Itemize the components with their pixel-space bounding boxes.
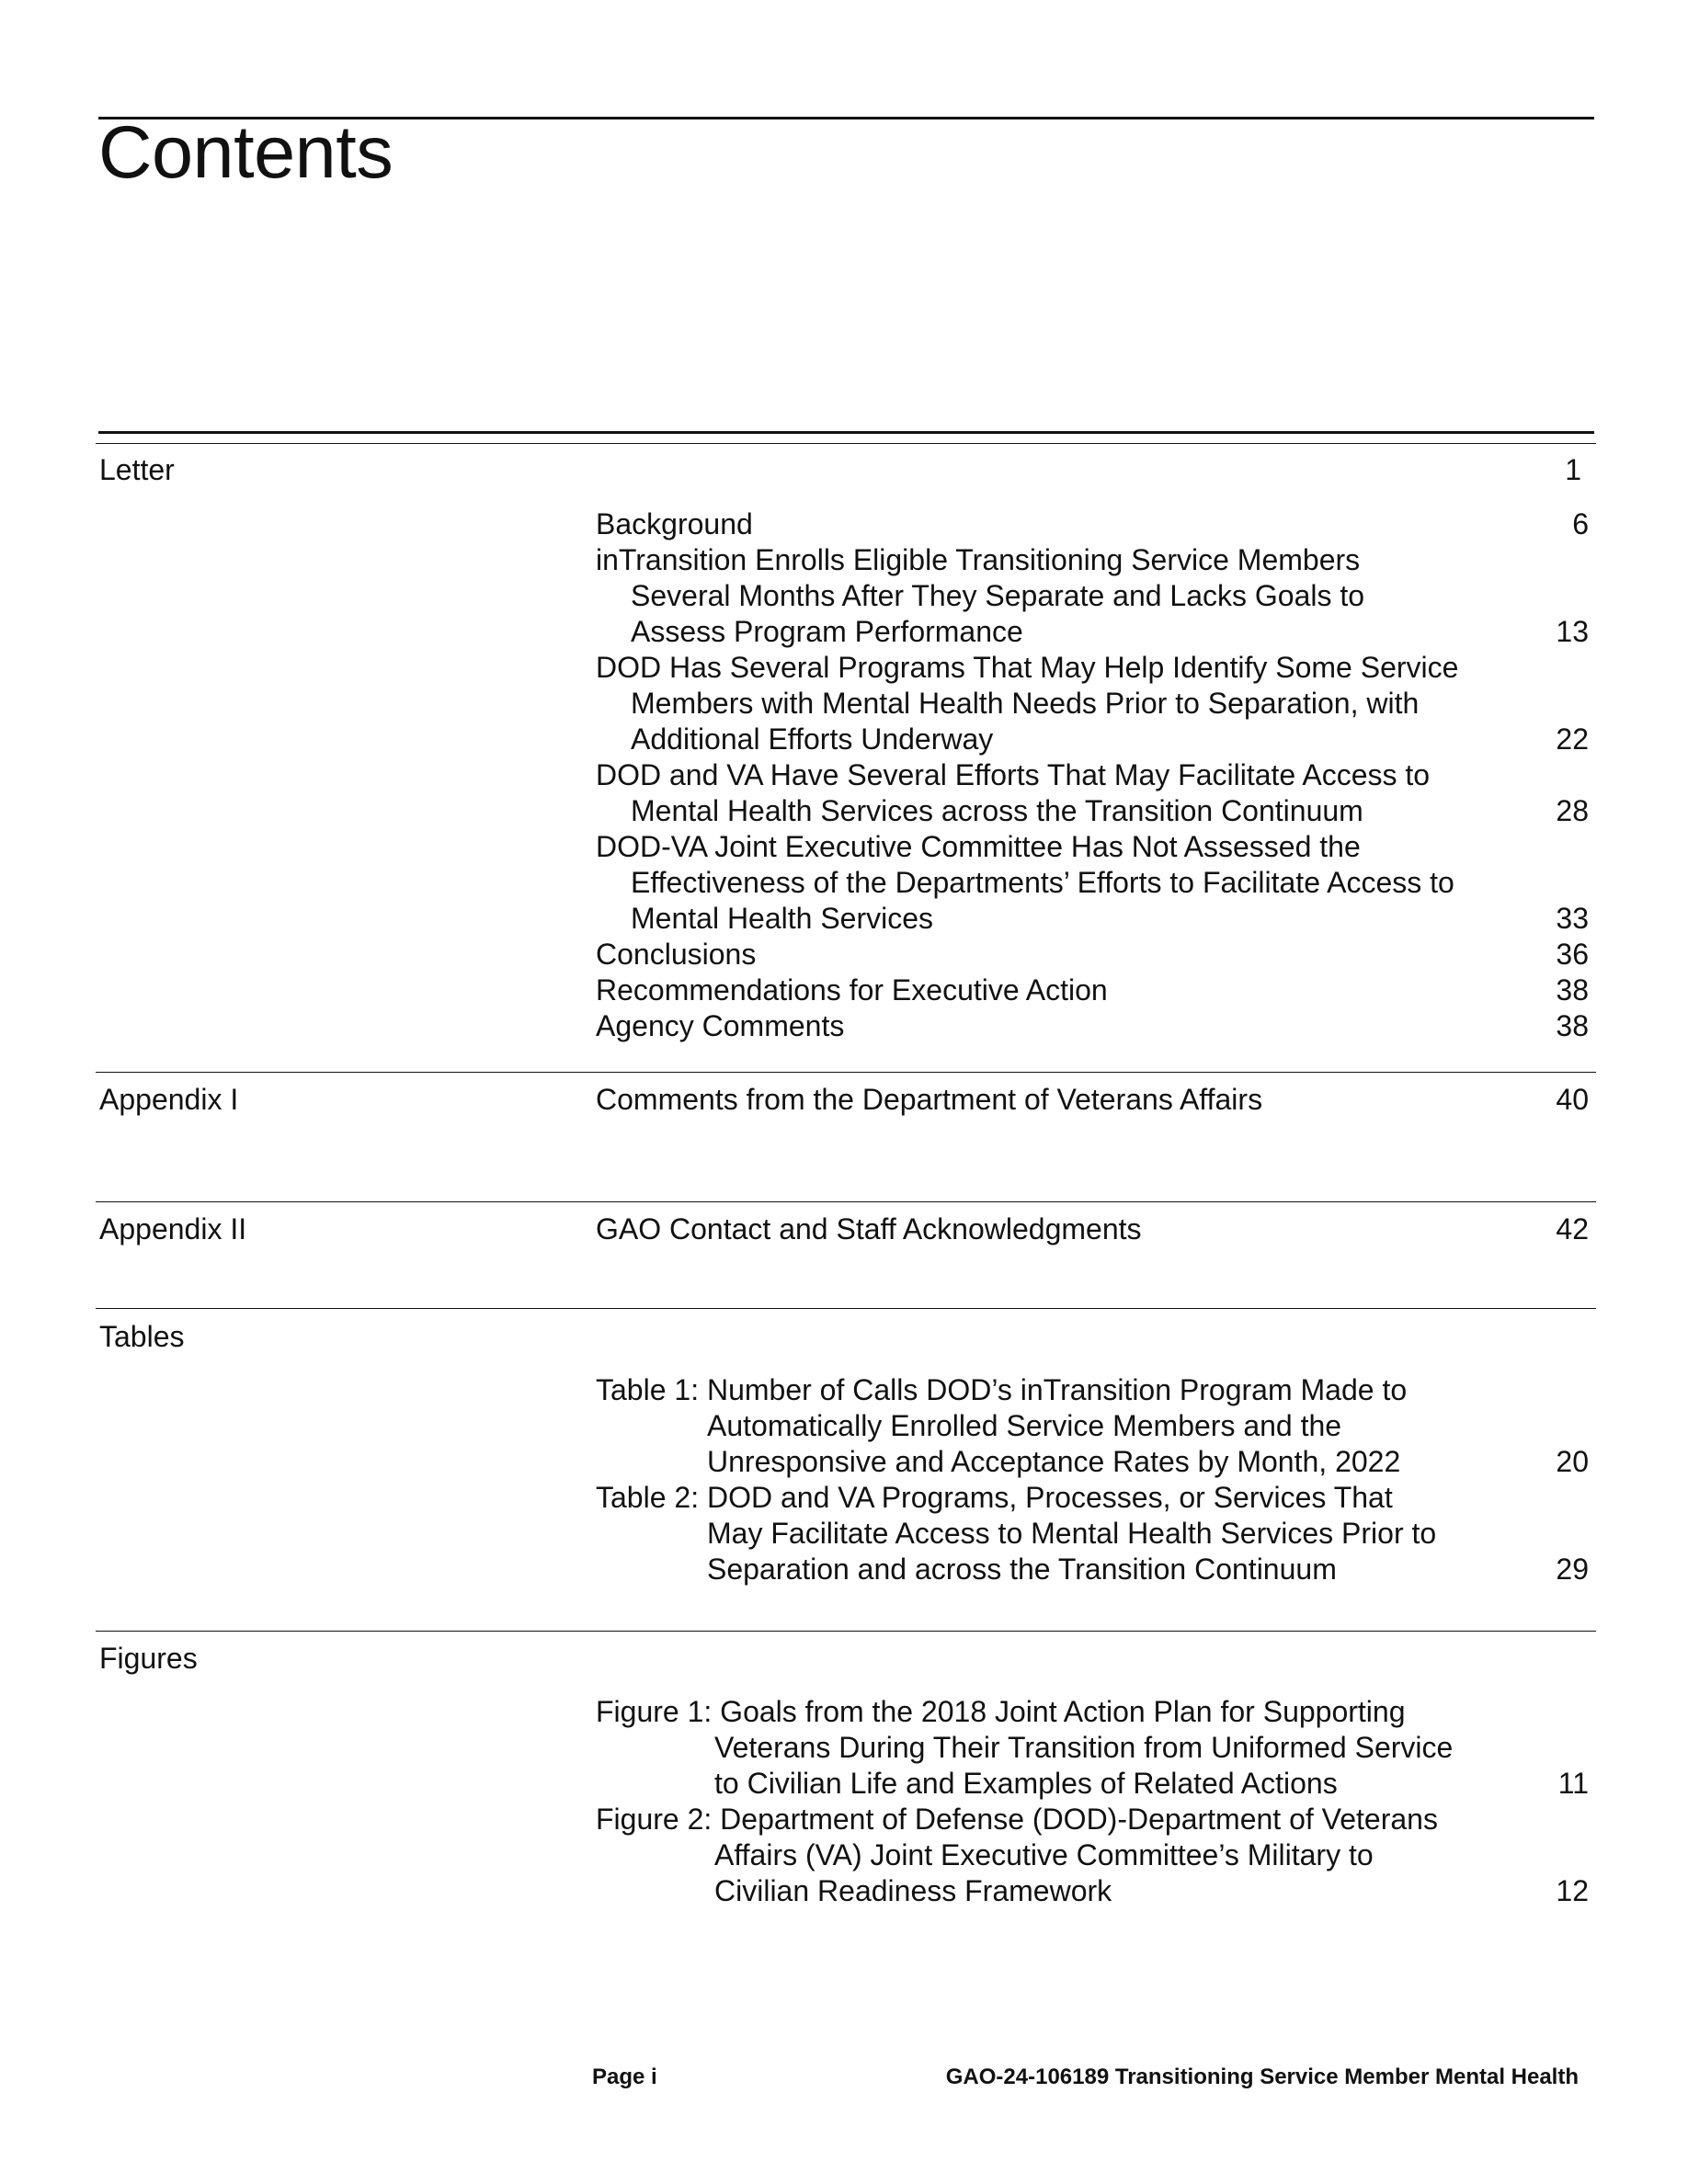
toc-page-number: 28 (1556, 794, 1589, 827)
section-label-tables: Tables (99, 1320, 185, 1353)
toc-entry-table-2[interactable] (596, 1480, 1589, 1587)
toc-page-number: 11 (1557, 1767, 1589, 1800)
toc-page-number: 20 (1556, 1445, 1589, 1478)
toc-entry-figure-2[interactable] (596, 1802, 1589, 1909)
toc-entry-background[interactable] (596, 506, 1589, 542)
toc-entry-line: Recommendations for Executive Action (596, 973, 1108, 1007)
toc-entry-line: May Facilitate Access to Mental Health Services Prior to (707, 1517, 1437, 1550)
section-rule-double-top (98, 431, 1594, 434)
toc-entry-line: Additional Efforts Underway (631, 722, 994, 756)
section-page-letter[interactable]: 1 (1565, 453, 1581, 486)
toc-entry-line: Background (596, 507, 753, 540)
toc-page-number: 29 (1556, 1553, 1589, 1586)
toc-entry-line: Figure 2: Department of Defense (DOD)-Department of Veterans (596, 1803, 1438, 1836)
toc-entry-appendix-2[interactable] (596, 1211, 1589, 1247)
footer-page-number: Page i (592, 2065, 657, 2089)
toc-entry-line: Several Months After They Separate and Lacks Goals to (631, 579, 1365, 612)
toc-entry-line: Unresponsive and Acceptance Rates by Month, 2022 (707, 1445, 1401, 1478)
toc-entry-line: Comments from the Department of Veterans Affairs (596, 1083, 1263, 1116)
toc-entry-table-1[interactable] (596, 1372, 1589, 1480)
toc-entry-line: Mental Health Services (631, 902, 934, 935)
toc-page-number: 33 (1556, 902, 1589, 935)
toc-entry-line: Table 2: DOD and VA Programs, Processes, or Services That (596, 1481, 1393, 1514)
toc-entry-line: Separation and across the Transition Continuum (707, 1553, 1337, 1586)
section-label-figures: Figures (99, 1642, 198, 1675)
toc-entry-line: Table 1: Number of Calls DOD’s inTransition Program Made to (596, 1373, 1408, 1406)
toc-page-number: 38 (1556, 1009, 1589, 1042)
toc-page-number: 42 (1556, 1212, 1589, 1246)
toc-entry-line: Conclusions (596, 938, 757, 971)
toc-page-number: 38 (1556, 973, 1589, 1007)
toc-entry-appendix-1[interactable] (596, 1082, 1589, 1118)
section-label-appendix-1: Appendix I (99, 1083, 239, 1116)
section-rule-tables (96, 1308, 1596, 1309)
toc-entry-line: DOD Has Several Programs That May Help Identify Some Service (596, 651, 1459, 684)
toc-entry-line: Affairs (VA) Joint Executive Committee’s Military to (714, 1838, 1374, 1871)
toc-entry-line: Agency Comments (596, 1009, 845, 1042)
toc-entry-line: Assess Program Performance (631, 615, 1023, 648)
toc-entry-line: to Civilian Life and Examples of Related Actions (714, 1767, 1338, 1800)
toc-entry-line: Figure 1: Goals from the 2018 Joint Action Plan for Supporting (596, 1695, 1406, 1728)
section-rule-appendix-1 (96, 1072, 1596, 1073)
section-rule-figures (96, 1631, 1596, 1632)
toc-entry-line: DOD-VA Joint Executive Committee Has Not Assessed the (596, 830, 1361, 863)
toc-entry-line: Veterans During Their Transition from Uniformed Service (714, 1731, 1454, 1764)
toc-entry-dod-programs[interactable] (596, 650, 1589, 757)
toc-entry-dod-va-efforts[interactable] (596, 757, 1589, 829)
toc-entry-line: Civilian Readiness Framework (714, 1874, 1112, 1907)
toc-entry-joint-committee[interactable] (596, 829, 1589, 937)
toc-page-number: 40 (1556, 1083, 1589, 1116)
toc-entry-line: Effectiveness of the Departments’ Efforts to Facilitate Access to (631, 866, 1454, 899)
toc-entry-line: Members with Mental Health Needs Prior to Separation, with (631, 687, 1420, 720)
section-label-appendix-2: Appendix II (99, 1212, 247, 1246)
toc-entry-agency-comments[interactable] (596, 1008, 1589, 1044)
toc-entry-recommendations[interactable] (596, 973, 1589, 1008)
toc-page-number: 36 (1556, 938, 1589, 971)
toc-page-number: 12 (1556, 1874, 1589, 1907)
toc-page-number: 13 (1556, 615, 1589, 648)
toc-entry-intransition[interactable] (596, 542, 1589, 650)
page-title: Contents (98, 111, 393, 194)
toc-entry-conclusions[interactable] (596, 937, 1589, 973)
toc-entry-line: DOD and VA Have Several Efforts That May Facilitate Access to (596, 758, 1431, 791)
toc-page-number: 6 (1572, 507, 1589, 540)
toc-page-number: 22 (1556, 722, 1589, 756)
toc-entry-line: Automatically Enrolled Service Members and the (707, 1409, 1342, 1442)
section-label-letter: Letter (99, 453, 175, 486)
section-rule-double-bottom (96, 443, 1596, 444)
toc-entry-line: inTransition Enrolls Eligible Transitioning Service Members (596, 543, 1361, 576)
footer-report-title: GAO-24-106189 Transitioning Service Member Mental Health (945, 2065, 1579, 2089)
toc-entry-line: GAO Contact and Staff Acknowledgments (596, 1212, 1142, 1246)
toc-entry-line: Mental Health Services across the Transition Continuum (631, 794, 1363, 827)
toc-entry-figure-1[interactable] (596, 1694, 1589, 1802)
section-rule-appendix-2 (96, 1201, 1596, 1202)
